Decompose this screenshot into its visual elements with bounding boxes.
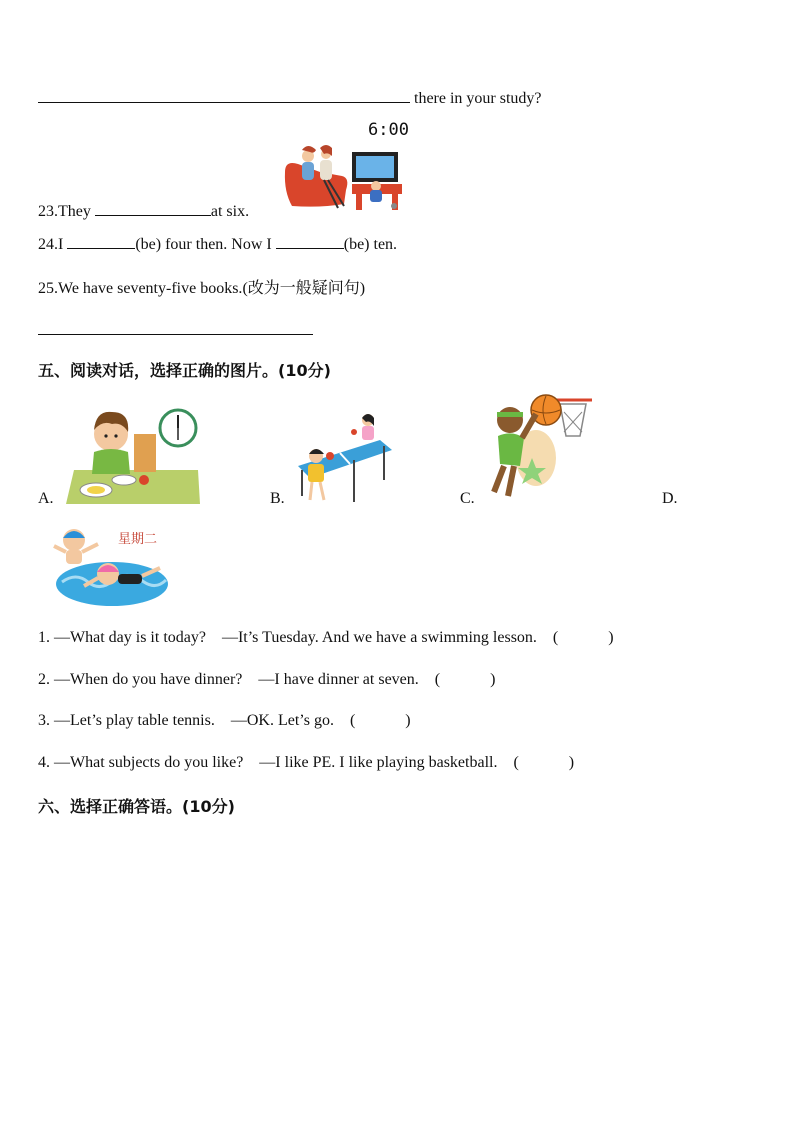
answer-bracket[interactable]: ( ) <box>552 629 614 646</box>
item-text: —What subjects do you like? —I like PE. I like playing basketball. <box>54 754 498 771</box>
table-tennis-image <box>294 410 394 506</box>
tuesday-caption: 星期二 <box>118 532 158 547</box>
item-text: —What day is it today? —It’s Tuesday. And we have a swimming lesson. <box>54 629 537 646</box>
q24-blank-1[interactable] <box>67 234 135 249</box>
q24-line <box>38 234 397 254</box>
item-number: 1. <box>38 629 50 646</box>
basketball-image <box>484 392 596 504</box>
q23-pre: They <box>58 203 91 220</box>
q25-hint: (改为一般疑问句) <box>242 280 366 297</box>
q24-blank-2[interactable] <box>276 234 344 249</box>
option-c-label: C. <box>460 490 475 507</box>
q25-line <box>38 275 365 298</box>
answer-bracket[interactable]: ( ) <box>434 671 496 688</box>
item-number: 4. <box>38 754 50 771</box>
q22-line <box>38 88 542 108</box>
answer-bracket[interactable]: ( ) <box>513 754 575 771</box>
option-a-label: A. <box>38 490 54 507</box>
swimming-image <box>48 520 170 610</box>
q24-c: (be) ten. <box>343 236 398 253</box>
section-5-heading: 五、阅读对话，选择正确的图片。(10分) <box>38 361 331 380</box>
q25-text: We have seventy-five books. <box>58 280 243 297</box>
section5-item-1 <box>38 629 614 647</box>
item-text: —When do you have dinner? —I have dinner at seven. <box>54 671 419 688</box>
q24-a: I <box>58 236 64 253</box>
q23-clock-label: 6:00 <box>368 120 409 140</box>
item-number: 3. <box>38 712 50 729</box>
section5-item-4 <box>38 754 574 772</box>
boy-eating-dinner-image <box>66 404 202 506</box>
family-watching-tv-image <box>280 142 410 214</box>
section-6-heading: 六、选择正确答语。(10分) <box>38 797 235 816</box>
q25-number: 25. <box>38 280 58 297</box>
q24-b: (be) four then. Now I <box>135 236 272 253</box>
q22-answer-blank[interactable] <box>38 88 410 103</box>
q22-text: there in your study? <box>414 90 542 107</box>
q23-post: at six. <box>210 203 250 220</box>
option-b-label: B. <box>270 490 285 507</box>
option-d-label: D. <box>662 490 678 507</box>
q23-answer-blank[interactable] <box>95 201 211 216</box>
item-number: 2. <box>38 671 50 688</box>
q23-number: 23. <box>38 203 58 220</box>
section5-item-3 <box>38 712 411 730</box>
q25-answer-line[interactable] <box>38 320 313 335</box>
item-text: —Let’s play table tennis. —OK. Let’s go. <box>54 712 334 729</box>
answer-bracket[interactable]: ( ) <box>349 712 411 729</box>
q23-line <box>38 201 249 221</box>
q24-number: 24. <box>38 236 58 253</box>
section5-item-2 <box>38 671 495 689</box>
